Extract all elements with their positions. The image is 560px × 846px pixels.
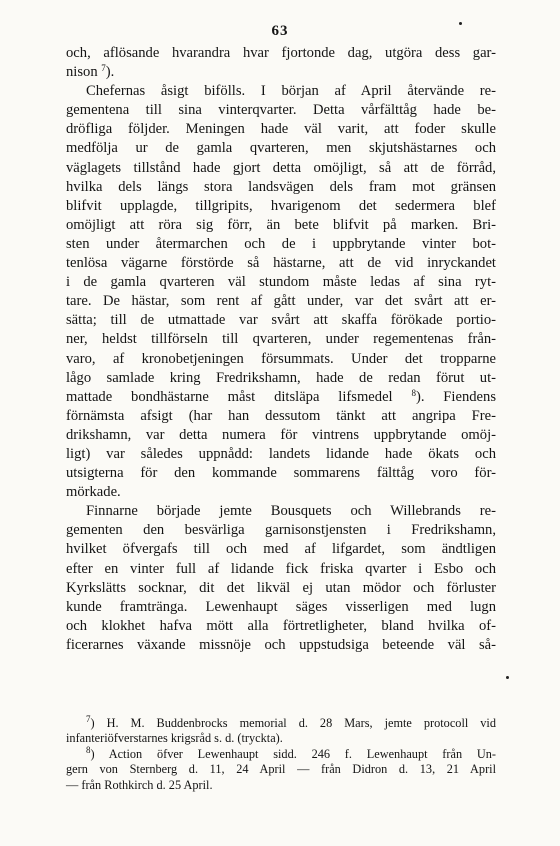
footnote: [66, 744, 496, 793]
ink-speck: [506, 676, 509, 679]
text-line: dröfliga följder. Meningen hade väl varit, att foder skulle: [66, 121, 496, 138]
text-line: gementena till sina vinterqvarter. Detta vårfälttåg hade be-: [66, 102, 496, 119]
footnote-marker: 7: [86, 714, 91, 724]
text-line: gementen den besvärliga garnisonstjensten i Fredrikshamn,: [66, 522, 496, 539]
text-line: omöjligt att röra sig förr, än bete blifvit på marken. Bri-: [66, 216, 496, 233]
text-fragment: H. M. Buddenbrocks memorial d. 28 Mars, jemte protocoll vid: [106, 716, 496, 730]
footnote: [66, 716, 496, 747]
text-line: $^7$) H. M. Buddenbrocks memorial d. 28 Mars, jemte protocoll vid: [86, 714, 496, 730]
text-line: sätta; till de utmattade var svårt att skaffa förökade portio-: [66, 312, 496, 329]
paragraph: [66, 44, 496, 82]
text-line: $^8$) Action öfver Lewenhaupt sidd. 246 f. Lewenhaupt från Un-: [86, 744, 496, 761]
text-line: infanteriöfverstarnes krigsråd s. d. (tryckta).: [66, 731, 283, 746]
text-line: mörkade.: [66, 484, 121, 501]
paragraph: [66, 502, 496, 655]
text-fragment: ).: [105, 64, 115, 81]
text-line: medfölja ur de gamla qvarteren, men skjutshästarnes och: [66, 140, 496, 157]
text-line: ligt) var således uppnådd: landets lidande hade ökats och: [66, 445, 496, 462]
text-fragment: ). Fiendens: [415, 388, 496, 405]
text-line: tare. De hästar, som rent af gått under, var det svårt att er-: [66, 293, 496, 310]
paragraph: [66, 82, 496, 502]
text-line: väglagets tillstånd hade gjort detta omöjligt, så att de förråd,: [66, 159, 496, 176]
text-line: ner, heldst tillförseln till qvarteren, under regementenas från-: [66, 331, 496, 348]
text-line: utsigterna för den kommande sommarens fälttåg voro för-: [66, 465, 496, 482]
text-line: [66, 63, 496, 82]
page-number: 63: [271, 23, 289, 39]
text-line: förnämsta afsigt (har han dessutom tänkt att angripa Fre-: [66, 407, 496, 424]
text-line: gern von Sternberg d. 11, 24 April — från Didron d. 13, 21 April: [66, 762, 496, 777]
text-fragment: nison: [66, 64, 98, 81]
text-line: i de gamla qvarteren väl stundom måste ledas af sina ryt-: [66, 274, 496, 291]
text-line: lågo samlade kring Fredrikshamn, hade de redan förut ut-: [66, 369, 496, 386]
footnote-reference: 8: [411, 387, 416, 398]
text-line: Finnarne började jemte Bousquets och Willebrands re-: [86, 503, 496, 520]
text-line: hvilket öfvergafs till och med af lifgardet, som ändtligen: [66, 541, 496, 558]
text-line: blifvit upplagde, tillgripits, hvarigenom det sedermera blef: [66, 197, 496, 214]
text-line: Kyrkslätts socknar, dit det likväl ej utan mödor och förluster: [66, 579, 496, 596]
text-line: hvilka dels längs stora landsvägen dels fram mot gränsen: [66, 178, 496, 195]
text-line: varo, af kronobetjeningen försummats. Under det tropparne: [66, 350, 496, 367]
footnote-reference: 7: [101, 63, 106, 74]
text-line: — från Rothkirch d. 25 April.: [66, 777, 213, 792]
ink-speck: [459, 22, 462, 25]
text-line: efter en vinter full af lidande fick friska qvarter i Esbo och: [66, 560, 496, 577]
text-line: Chefernas åsigt bifölls. I början af April återvände re-: [86, 83, 496, 100]
text-line: drikshamn, var detta numera för vintrens uppbrytande omöj-: [66, 426, 496, 443]
text-line: och klokhet hafva mött alla förtretligheter, bland hvilka of-: [66, 617, 496, 634]
footnotes: [66, 716, 496, 793]
text-fragment: mattade bondhästarne måst ditsläpa lifsmedel: [66, 388, 393, 405]
text-line: kunde framtränga. Lewenhaupt säges visserligen med lugn: [66, 598, 496, 615]
footnote-marker: 8: [86, 744, 91, 755]
text-line: ficerarnes växande missnöje och uppstudsiga beteende väl så-: [66, 636, 496, 653]
text-line: tenlösa vägarne förstörde så hästarne, att de vid inryckandet: [66, 255, 496, 272]
text-line: och, aflösande hvarandra hvar fjortonde dag, utgöra dess gar-: [66, 45, 496, 61]
text-line: sten under återmarchen och de i uppbrytande vinter bot-: [66, 235, 496, 252]
body-text: [66, 44, 496, 655]
text-line: [66, 388, 496, 407]
text-fragment: Action öfver Lewenhaupt sidd. 246 f. Lewenhaupt från Un-: [108, 746, 496, 761]
